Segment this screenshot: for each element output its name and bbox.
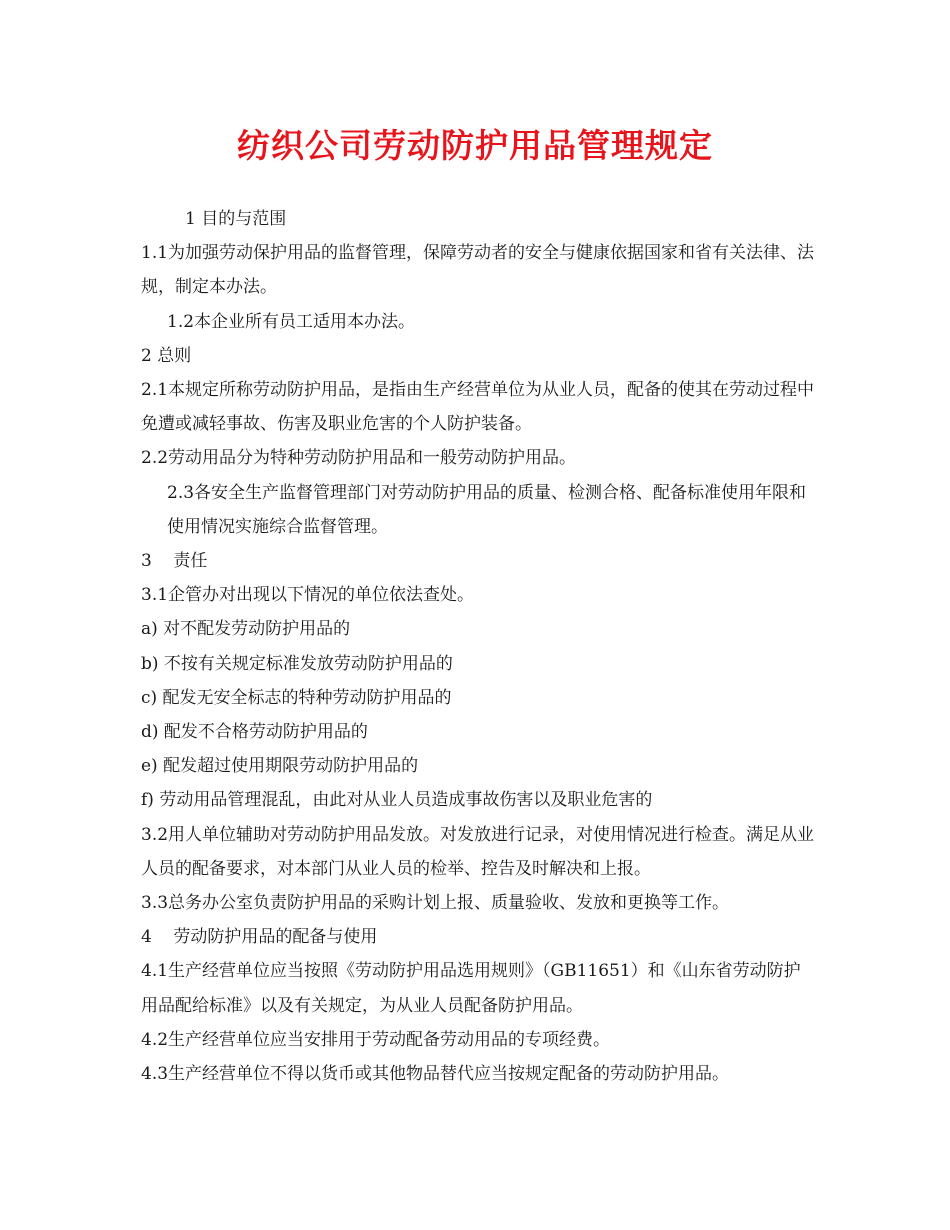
list-item-d: d) 配发不合格劳动防护用品的 [141, 722, 368, 743]
section-heading-2: 2 总则 [141, 345, 192, 366]
section-heading-4: 4 劳动防护用品的配备与使用 [141, 927, 378, 948]
paragraph-4-3: 4.3生产经营单位不得以货币或其他物品替代应当按规定配备的劳动防护用品。 [141, 1064, 730, 1085]
paragraph-1-1: 1.1为加强劳动保护用品的监督管理，保障劳动者的安全与健康依据国家和省有关法律、法规，制定本办法。 [141, 243, 815, 298]
paragraph-2-1: 2.1本规定所称劳动防护用品，是指由生产经营单位为从业人员，配备的使其在劳动过程中免遭或减轻事故、伤害及职业危害的个人防护装备。 [141, 380, 815, 435]
paragraph-1-2: 1.2本企业所有员工适用本办法。 [167, 311, 416, 332]
document-body [141, 202, 817, 1091]
paragraph-3-3: 3.3总务办公室负责防护用品的采购计划上报、质量验收、发放和更换等工作。 [141, 893, 730, 914]
list-item-f: f) 劳动用品管理混乱，由此对从业人员造成事故伤害以及职业危害的 [141, 790, 653, 811]
section-heading-1: 1 目的与范围 [185, 209, 287, 229]
paragraph-3-1: 3.1企管办对出现以下情况的单位依法查处。 [141, 585, 475, 606]
list-item-b: b) 不按有关规定标准发放劳动防护用品的 [141, 653, 453, 674]
paragraph-2-3: 2.3各安全生产监督管理部门对劳动防护用品的质量、检测合格、配备标准使用年限和使用情况实施综合监督管理。 [167, 482, 807, 537]
list-item-a: a) 对不配发劳动防护用品的 [141, 619, 351, 640]
paragraph-4-1: 4.1生产经营单位应当按照《劳动防护用品选用规则》（GB11651）和《山东省劳动防护用品配给标准》以及有关规定，为从业人员配备防护用品。 [141, 961, 801, 1016]
paragraph-2-2: 2.2劳动用品分为特种劳动防护用品和一般劳动防护用品。 [141, 448, 577, 469]
document-title: 纺织公司劳动防护用品管理规定 [237, 126, 713, 165]
section-heading-3: 3 责任 [141, 551, 208, 572]
list-item-e: e) 配发超过使用期限劳动防护用品的 [141, 756, 419, 777]
paragraph-4-2: 4.2生产经营单位应当安排用于劳动配备劳动用品的专项经费。 [141, 1029, 611, 1050]
list-item-c: c) 配发无安全标志的特种劳动防护用品的 [141, 687, 452, 708]
paragraph-3-2: 3.2用人单位辅助对劳动防护用品发放。对发放进行记录，对使用情况进行检查。满足从业人员的配备要求，对本部门从业人员的检举、控告及时解决和上报。 [141, 824, 815, 879]
